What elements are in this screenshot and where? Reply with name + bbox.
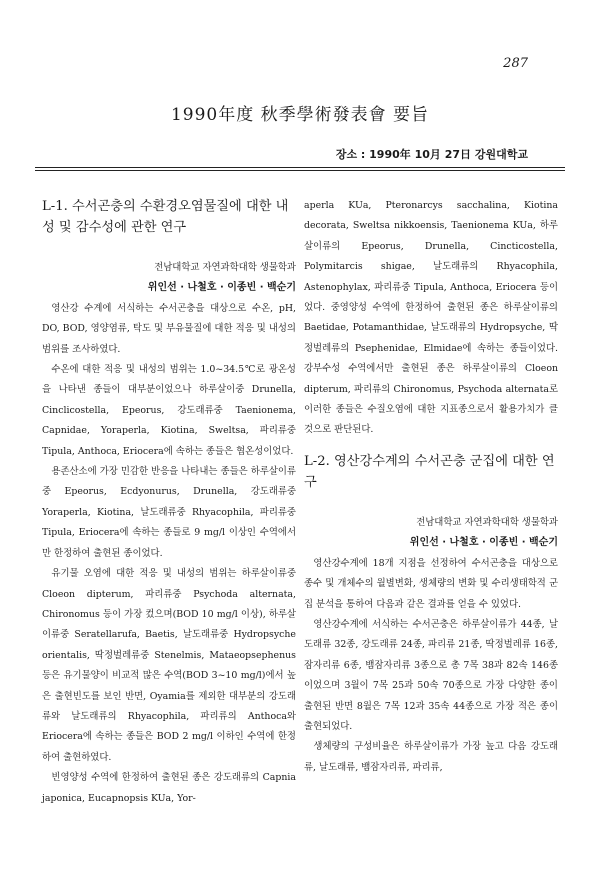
abstract-title-l1: L-1. 수서곤충의 수환경오염물질에 대한 내성 및 감수성에 관한 연구 — [42, 199, 289, 235]
paragraph-l2-1: 영산강수계에 18개 지점을 선정하여 수서곤충을 대상으로 종수 및 개체수의 월별변화, 생체량의 변화 및 수리생태학적 군집 분석을 통하여 다음과 같은 결과를 얻을 수 있었다. — [304, 557, 558, 610]
page-number: 287 — [503, 56, 528, 71]
paragraph-l1-3: 용존산소에 가장 민감한 반응을 나타내는 종들은 하루살이류중 Epeorus, Ecdyonurus, Drunella, 강도래류중 Yoraperla, Kiotina, 날도래류중 Rhyacophila, 파리류중 Tipula, Eriocera에 속하는 종들로 9 mg/l 이상인 수역에서만 한정하여 출현된 종이었다. — [42, 466, 296, 559]
affiliation-l1: 전남대학교 자연과학대학 생물학과 — [154, 262, 296, 273]
paragraph-l1-2: 수온에 대한 적응 및 내성의 범위는 1.0~34.5℃로 광온성을 나타낸 종들이 대부분이었으나 하루살이중 Drunella, Cinclicostella, Epeorus, 강도래류중 Taenionema, Capnidae, Yoraperla, Kiotina, Sweltsa, 파리류중 Tipula, Anthoca, Eriocera에 속하는 종들은 협온성이었다. — [42, 364, 296, 457]
affiliation-l2: 전남대학교 자연과학대학 생물학과 — [416, 516, 558, 528]
abstract-title-l2: L-2. 영산강수계의 수서곤충 군집에 대한 연구 — [304, 453, 555, 490]
paragraph-l1-1: 영산강 수계에 서식하는 수서곤충을 대상으로 수온, pH, DO, BOD, 영양염류, 탁도 및 부유물질에 대한 적응 및 내성의 범위를 조사하였다. — [42, 302, 296, 355]
authors-l2: 위인선 · 나철호 · 이종빈 · 백순기 — [409, 537, 558, 549]
page-title: 1990年度 秋季學術發表會 要旨 — [170, 105, 430, 125]
header-rule-top — [35, 167, 565, 168]
paragraph-l2-2: 영산강수계에 서식하는 수서곤충은 하루살이류가 44종, 날도래류 32종, 강도래류 24종, 파리류 21종, 딱정벌레류 16종, 잠자리류 6종, 뱀잠자리류 3종으로 총 7목 38과 82속 146종이었으며 3월이 7목 25과 50속 70종으로 가장 다양한 종이 출현된 반면 8월은 7목 12과 35속 44종으로 가장 적은 종이 출현되었다. — [304, 618, 558, 732]
paragraph-l1-5: 빈영양성 수역에 한정하여 출현된 종은 강도래류의 Capnia japonica, Eucapnopsis KUa, Yor- — [42, 772, 296, 804]
meeting-info: 장소 : 1990年 10月 27日 강원대학교 — [335, 148, 528, 161]
authors-l1: 위인선 · 나철호 · 이종빈 · 백순기 — [147, 282, 296, 294]
left-column — [42, 196, 296, 809]
header-rule-bottom — [35, 170, 565, 171]
right-column — [304, 196, 558, 778]
paragraph-l1-4: 유기물 오염에 대한 적응 및 내성의 범위는 하루살이류중 Cloeon dipterum, 파리류중 Psychoda alternata, Chironomus 등이 가장 컸으며(BOD 10 mg/l 이상), 하루살이류중 Seratellarufa, Baetis, 날도래류중 Hydropsyche orientalis, 딱정벌레류중 Stenelmis, Mataeopsephenus 등은 유기물양이 비교적 많은 수역(BOD 3~10 mg/l)에서 높은 출현빈도를 보인 반면, Oyamia를 제외한 대부분의 강도래류와 날도래류의 Rhyacophila, 파리류의 Anthoca와 Eriocera에 속하는 종들은 BOD 2 mg/l 이하인 수역에 한정하여 출현하였다. — [42, 568, 296, 763]
paragraph-l1-continued: aperla KUa, Pteronarcys sacchalina, Kiotina decorata, Sweltsa nikkoensis, Taenionema KUa, 하루살이류의 Epeorus, Drunella, Cincticostella, Polymitarcis shigae, 날도래류의 Rhyacophila, Astenophylax, 파리류중 Tipula, Anthoca, Eriocera 등이었다. 중영양성 수역에 한정하여 출현된 종은 하루살이류의 Baetidae, Potamanthidae, 날도래류의 Hydropsyche, 딱정벌레류의 Psephenidae, Elmidae에 속하는 종들이었다. 강부수성 수역에서만 출현된 종은 하루살이류의 Cloeon dipterum, 파리류의 Chironomus, Psychoda alternata로 이러한 종들은 수질오염에 대한 지표종으로서 활용가치가 클 것으로 판단된다. — [304, 200, 558, 436]
paragraph-l2-3: 생체량의 구성비율은 하루살이류가 가장 높고 다음 강도래류, 날도래류, 뱀잠자리류, 파리류, — [304, 741, 558, 773]
